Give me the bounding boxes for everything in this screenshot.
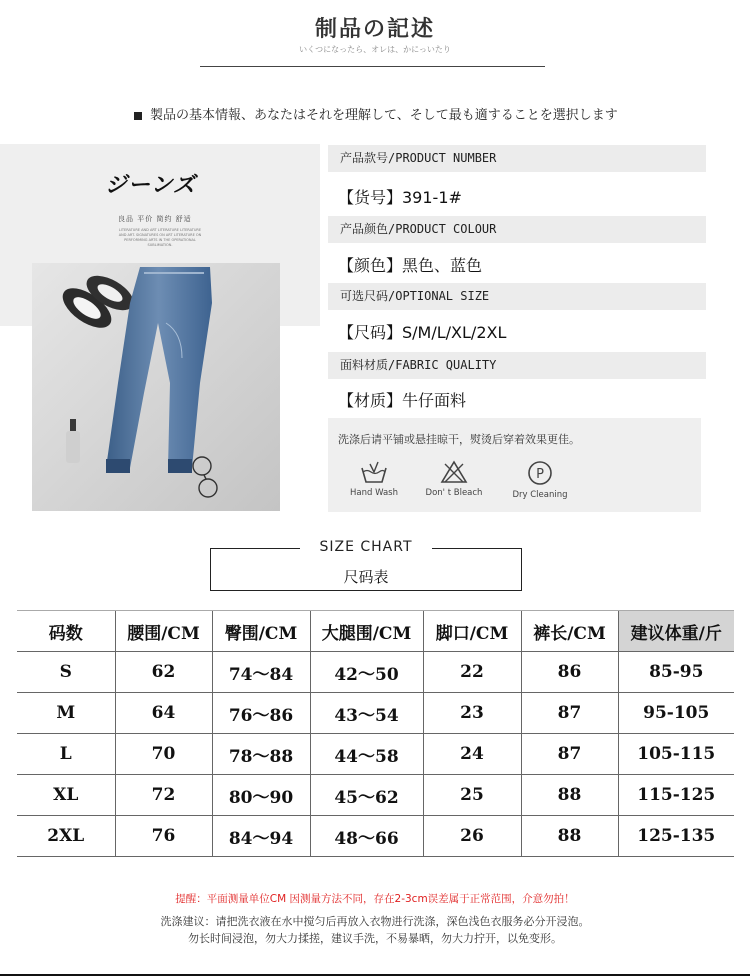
spec-label-fabric: 面料材质/FABRIC QUALITY: [328, 352, 706, 379]
measurement-warning: 提醒：平面测量单位CM 因测量方法不同，存在2-3cm误差属于正常范围，介意勿拍！: [175, 893, 575, 905]
column-header: 大腿围/CM: [310, 611, 423, 652]
spec-value-size: 【尺码】S/M/L/XL/2XL: [338, 323, 507, 342]
bullet-square-icon: [134, 112, 142, 120]
spec-value-number: 【货号】391-1#: [338, 188, 462, 207]
table-cell: L: [17, 734, 115, 775]
spec-value-fabric: 【材质】牛仔面料: [338, 391, 467, 410]
care-label: Don' t Bleach: [425, 488, 483, 498]
product-photo: [32, 263, 280, 511]
table-cell: 45～62: [310, 775, 423, 816]
brand-tagline: 良品 平价 简约 舒适: [118, 215, 192, 223]
column-header: 码数: [17, 611, 115, 652]
table-cell: S: [17, 652, 115, 693]
intro-text: 製品の基本情報、あなたはそれを理解して、そして最も適することを選択します: [150, 108, 618, 123]
table-row: [17, 734, 734, 775]
no-bleach-icon: [439, 460, 469, 484]
care-instruction-text: 洗涤后请平铺或悬挂晾干，熨烫后穿着效果更佳。: [338, 433, 580, 446]
spec-value-colour: 【颜色】黑色、蓝色: [338, 256, 483, 275]
table-cell: 87: [521, 734, 618, 775]
table-cell: 87: [521, 693, 618, 734]
size-chart-title-cn: 尺码表: [343, 568, 389, 586]
page-subtitle: いくつになったら、オレは、かにっいたり: [299, 45, 451, 54]
care-label: Dry Cleaning: [512, 490, 568, 500]
table-cell: M: [17, 693, 115, 734]
table-cell: 25: [423, 775, 521, 816]
table-cell: 78～88: [212, 734, 310, 775]
table-cell: 76: [115, 816, 212, 857]
dry-clean-icon: [525, 460, 555, 486]
table-cell: 76～86: [212, 693, 310, 734]
table-cell: 26: [423, 816, 521, 857]
column-header: 裤长/CM: [521, 611, 618, 652]
care-item-hand-wash: [343, 460, 405, 498]
brand-name: ジーンズ: [105, 173, 196, 198]
size-chart-frame-top-left: [210, 548, 300, 549]
hand-wash-icon: [359, 460, 389, 484]
table-row: [17, 652, 734, 693]
table-cell: 115-125: [618, 775, 734, 816]
size-table: [17, 610, 734, 857]
table-cell: 43～54: [310, 693, 423, 734]
table-cell: 105-115: [618, 734, 734, 775]
table-cell: 80～90: [212, 775, 310, 816]
table-cell: XL: [17, 775, 115, 816]
intro-line: [134, 104, 618, 123]
table-cell: 86: [521, 652, 618, 693]
care-item-no-bleach: [423, 460, 485, 498]
table-cell: 24: [423, 734, 521, 775]
table-cell: 88: [521, 816, 618, 857]
wash-advice-line-1: 洗涤建议：请把洗衣液在水中搅匀后再放入衣物进行洗涤，深色浅色衣服务必分开浸泡。: [160, 915, 590, 928]
table-cell: 72: [115, 775, 212, 816]
table-cell: 84～94: [212, 816, 310, 857]
jeans-photo-illustration: [32, 263, 280, 511]
table-cell: 22: [423, 652, 521, 693]
table-row: [17, 816, 734, 857]
spec-label-colour: 产品颜色/PRODUCT COLOUR: [328, 216, 706, 243]
title-divider: [200, 66, 545, 67]
column-header: 臀围/CM: [212, 611, 310, 652]
size-chart-title-en: SIZE CHART: [319, 539, 413, 555]
column-header: 脚口/CM: [423, 611, 521, 652]
care-item-dry-clean: [505, 460, 575, 500]
table-cell: 88: [521, 775, 618, 816]
table-cell: 70: [115, 734, 212, 775]
table-cell: 42～50: [310, 652, 423, 693]
bottom-divider: [0, 974, 750, 976]
size-chart-frame-top-right: [432, 548, 522, 549]
table-cell: 2XL: [17, 816, 115, 857]
column-header: 腰围/CM: [115, 611, 212, 652]
column-header: 建议体重/斤: [618, 611, 734, 652]
table-cell: 85-95: [618, 652, 734, 693]
wash-advice-line-2: 勿长时间浸泡，勿大力揉搓，建议手洗，不易暴晒，勿大力拧开，以免变形。: [188, 932, 562, 945]
table-cell: 23: [423, 693, 521, 734]
svg-text:P: P: [536, 467, 544, 482]
page-title: 制品の記述: [314, 17, 435, 42]
table-cell: 74～84: [212, 652, 310, 693]
table-header-row: [17, 611, 734, 652]
table-row: [17, 775, 734, 816]
table-cell: 48～66: [310, 816, 423, 857]
table-cell: 62: [115, 652, 212, 693]
table-cell: 44～58: [310, 734, 423, 775]
brand-fine-print: LITERATURE AND ART LITERATURE LITERATURE AND ART. SIGNATURES ON ART LITERATURE ON PERFORMING ARTS IN THE OPERATIONAL SUBLIMATION.: [118, 228, 202, 247]
care-label: Hand Wash: [350, 488, 398, 498]
spec-label-size: 可选尺码/OPTIONAL SIZE: [328, 283, 706, 310]
table-row: [17, 693, 734, 734]
table-cell: 95-105: [618, 693, 734, 734]
spec-label-number: 产品款号/PRODUCT NUMBER: [328, 145, 706, 172]
table-cell: 64: [115, 693, 212, 734]
table-cell: 125-135: [618, 816, 734, 857]
